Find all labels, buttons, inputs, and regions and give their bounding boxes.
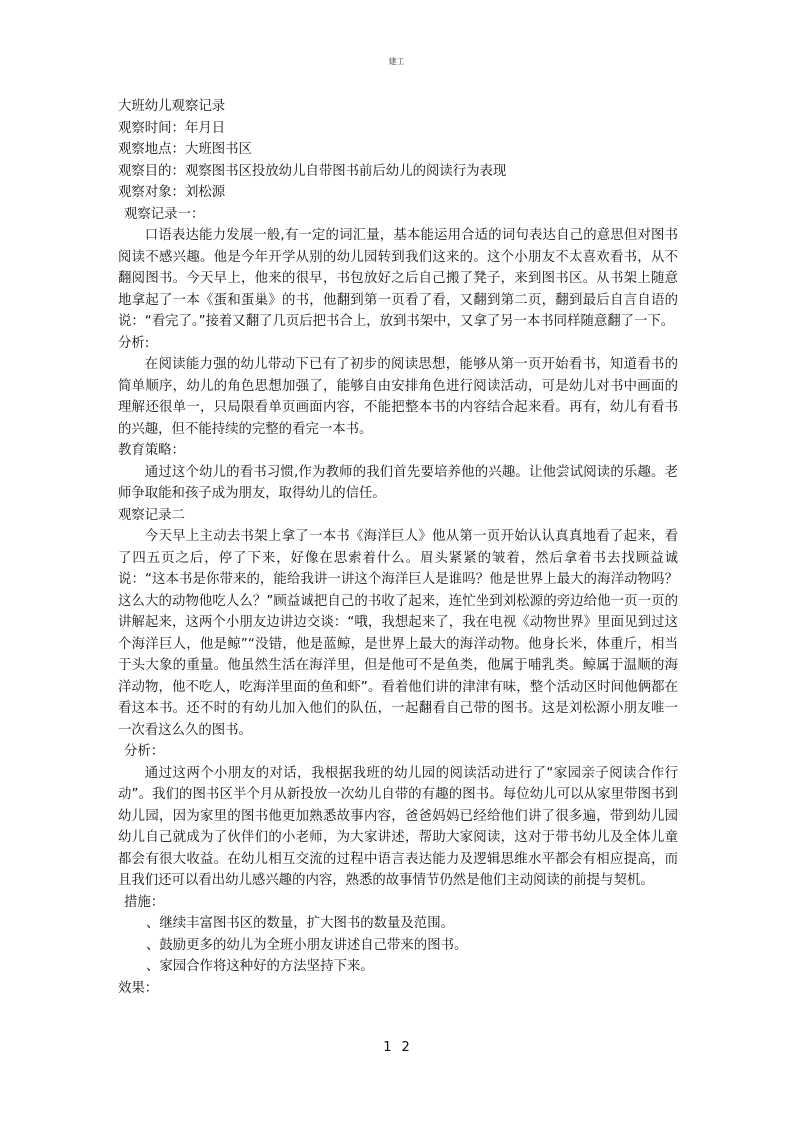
measure-item: 、继续丰富图书区的数量，扩大图书的数量及范围。 <box>146 916 454 931</box>
page-header: 建工 <box>388 57 405 66</box>
record2-analysis: 通过这两个小朋友的对话，我根据我班的幼儿园的阅读活动进行了“家园亲子阅读合作行动”。我们的图书区半个月从新投放一次幼儿自带的有趣的图书。每位幼儿可以从家里带图书到幼儿园，因为家里的图书他更加熟悉故事内容，爸爸妈妈已经给他们讲了很多遍，带到幼儿园幼儿自己就成为了伙伴们的小老师，为大家讲述，帮助大家阅读，这对于带书幼儿及全体儿童都会有很大收益。在幼儿相互交流的过程中语言表达能力及逻辑思维水平都会有相应提高，而且我们还可以看出幼儿感兴趣的内容，熟悉的故事情节仍然是他们主动阅读的前提与契机。 <box>118 765 678 888</box>
record1-body: 口语表达能力发展一般,有一定的词汇量，基本能运用合适的词句表达自己的意思但对图书阅读不感兴趣。他是今年开学从别的幼儿园转到我们这来的。这个小朋友不太喜欢看书，从不翻阅图书。今天早上，他来的很早，书包放好之后自己搬了凳子，来到图书区。从书架上随意地拿起了一本《蛋和蛋巢》的书，他翻到第一页看了看，又翻到第二页，翻到最后自言自语的说：“看完了。”接着又翻了几页后把书合上，放到书架中，又拿了另一本书同样随意翻了一下。 <box>118 228 678 329</box>
measure-item: 、鼓励更多的幼儿为全班小朋友讲述自己带来的图书。 <box>146 937 468 953</box>
record1-analysis: 在阅读能力强的幼儿带动下已有了初步的阅读思想，能够从第一页开始看书，知道看书的简单顺序，幼儿的角色思想加强了，能够自由安排角色进行阅读活动，可是幼儿对书中画面的理解还很单一，只局限看单页画面内容，不能把整本书的内容结合起来看。再有，幼儿有看书的兴趣，但不能持续的完整的看完一本书。 <box>118 357 678 437</box>
page-footer <box>0 1040 793 1055</box>
record2-body: 今天早上主动去书架上拿了一本书《海洋巨人》他从第一页开始认认真真地看了起来，看了四五页之后，停了下来，好像在思索着什么。眉头紧紧的皱着，然后拿着书去找顾益诚说：“这本书是你带来的，能给我讲一讲这个海洋巨人是谁吗？他是世界上最大的海洋动物吗？这么大的动物他吃人么？”顾益诚把自己的书收了起来，连忙坐到刘松源的旁边给他一页一页的讲解起来，这两个小朋友边讲边交谈：“哦，我想起来了，我在电视《动物世界》里面见到过这个海洋巨人，他是鲸”“没错，他是蓝鲸，是世界上最大的海洋动物。他身长米，体重斤，相当于头大象的重量。他虽然生活在海洋里，但是他可不是鱼类，他属于哺乳类。鲸属于温顺的海洋动物，他不吃人，吃海洋里面的鱼和虾”。看着他们讲的津津有味，整个活动区时间他俩都在看这本书。还不时的有幼儿加入他们的队伍，一起翻看自己带的图书。这是刘松源小朋友唯一一次看这么久的图书。 <box>118 529 678 738</box>
observation-subject: 观察对象：刘松源 <box>118 185 226 200</box>
record2-effect-label: 效果： <box>118 980 159 996</box>
record1-strategy-label: 教育策略： <box>118 443 185 458</box>
observation-purpose: 观察目的：观察图书区投放幼儿自带图书前后幼儿的阅读行为表现 <box>118 163 507 179</box>
page-number: 1 <box>383 1040 392 1055</box>
record2-heading: 观察记录二 <box>118 507 185 523</box>
record1-analysis-label: 分析: <box>118 335 150 351</box>
record1-strategy: 通过这个幼儿的看书习惯,作为教师的我们首先要培养他的兴趣。让他尝试阅读的乐趣。老师争取能和孩子成为朋友，取得幼儿的信任。 <box>118 464 678 501</box>
document-title: 大班幼儿观察记录 <box>118 99 226 114</box>
observation-place: 观察地点：大班图书区 <box>118 142 252 157</box>
document-body <box>118 96 678 999</box>
observation-time: 观察时间：年月日 <box>118 120 226 136</box>
record2-measures-label: 措施： <box>124 894 165 910</box>
record2-analysis-label: 分析： <box>124 744 165 759</box>
measure-item: 、家园合作将这种好的方法坚持下来。 <box>146 959 374 974</box>
record1-heading: 观察记录一： <box>124 206 205 222</box>
page-total: 2 <box>401 1040 410 1055</box>
